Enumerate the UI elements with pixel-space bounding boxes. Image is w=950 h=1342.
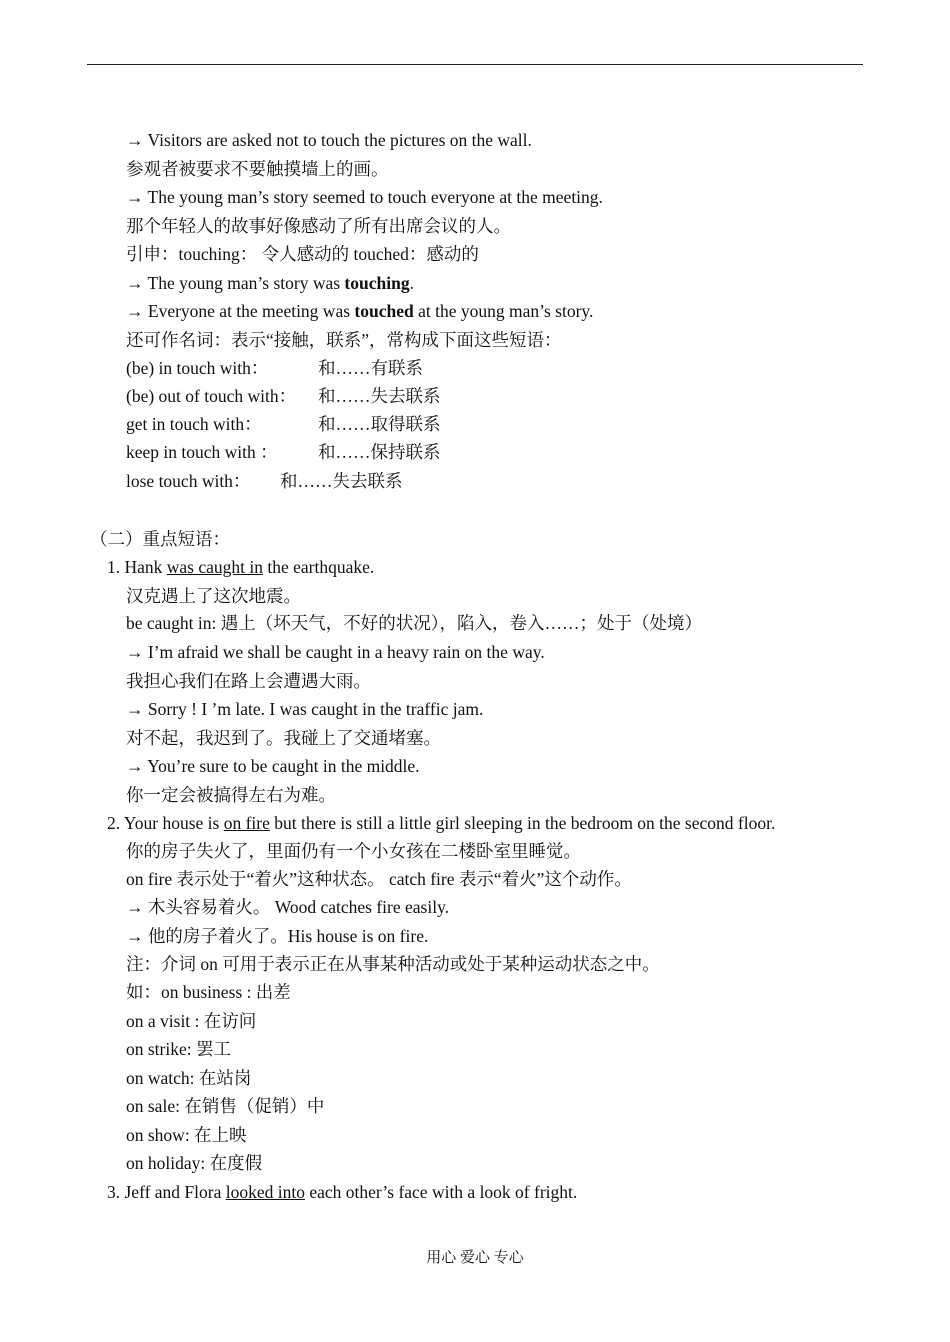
item-1-example-1-translation: 我担心我们在路上会遭遇大雨。	[126, 671, 371, 691]
item-2-translation: 你的房子失火了，里面仍有一个小女孩在二楼卧室里睡觉。	[126, 841, 581, 861]
phrase-row: (be) in touch with： 和……有联系	[126, 358, 423, 378]
bold-word: touching	[344, 273, 410, 293]
on-phrase-example: 如：on business : 出差	[126, 982, 291, 1002]
item-2-sentence: 2. Your house is on fire but there is still a little girl sleeping in the bedroom on the second floor.	[107, 813, 776, 833]
item-1-translation: 汉克遇上了这次地震。	[126, 586, 301, 606]
underlined-phrase: looked into	[225, 1182, 305, 1202]
item-2-note: 注：介词 on 可用于表示正在从事某种活动或处于某种运动状态之中。	[126, 954, 660, 974]
touch-example-1: → Visitors are asked not to touch the pictures on the wall.	[126, 130, 532, 150]
touch-example-4: → Everyone at the meeting was touched at the young man’s story.	[126, 301, 594, 321]
underlined-phrase: was caught in	[166, 557, 264, 577]
item-1-example-2-translation: 对不起，我迟到了。我碰上了交通堵塞。	[126, 728, 441, 748]
on-phrase-example: on sale: 在销售（促销）中	[126, 1096, 325, 1116]
section-heading: （二）重点短语：	[90, 529, 230, 549]
item-2-contrast: on fire 表示处于“着火”这种状态。 catch fire 表示“着火”这个动作。	[126, 869, 632, 889]
item-1-example-2: → Sorry ! I ’m late. I was caught in the traffic jam.	[126, 699, 484, 719]
touch-example-2-translation: 那个年轻人的故事好像感动了所有出席会议的人。	[126, 216, 511, 236]
on-phrase-example: on strike: 罢工	[126, 1039, 231, 1059]
phrase-row: (be) out of touch with： 和……失去联系	[126, 386, 441, 406]
page-footer: 用心 爱心 专心	[426, 1250, 524, 1266]
item-1-example-3-translation: 你一定会被搞得左右为难。	[126, 785, 336, 805]
touch-extension: 引申：touching： 令人感动的 touched：感动的	[126, 244, 479, 264]
item-1-definition: be caught in: 遇上（坏天气，不好的状况），陷入，卷入……；处于（处境）	[126, 613, 703, 633]
underlined-phrase: on fire	[223, 813, 270, 833]
touch-noun-note: 还可作名词：表示“接触，联系”，常构成下面这些短语：	[126, 330, 562, 350]
on-phrase-example: on watch: 在站岗	[126, 1068, 252, 1088]
item-2-example-2: → 他的房子着火了。His house is on fire.	[126, 926, 429, 946]
item-1-example-1: → I’m afraid we shall be caught in a heavy rain on the way.	[126, 642, 545, 662]
phrase-row: keep in touch with ： 和……保持联系	[126, 442, 441, 462]
touch-example-2: → The young man’s story seemed to touch everyone at the meeting.	[126, 187, 603, 207]
on-phrase-example: on show: 在上映	[126, 1125, 247, 1145]
phrase-row: lose touch with： 和……失去联系	[126, 471, 403, 491]
bold-word: touched	[354, 301, 414, 321]
item-1-example-3: → You’re sure to be caught in the middle.	[126, 756, 420, 776]
on-phrase-example: on a visit : 在访问	[126, 1011, 257, 1031]
header-rule	[87, 64, 863, 65]
item-1-sentence: 1. Hank was caught in the earthquake.	[107, 557, 375, 577]
on-phrase-example: on holiday: 在度假	[126, 1153, 263, 1173]
touch-example-1-translation: 参观者被要求不要触摸墙上的画。	[126, 159, 389, 179]
touch-example-3: → The young man’s story was touching.	[126, 273, 414, 293]
item-2-example-1: → 木头容易着火。 Wood catches fire easily.	[126, 897, 450, 917]
item-3-sentence: 3. Jeff and Flora looked into each other’s face with a look of fright.	[107, 1182, 578, 1202]
phrase-row: get in touch with： 和……取得联系	[126, 414, 441, 434]
